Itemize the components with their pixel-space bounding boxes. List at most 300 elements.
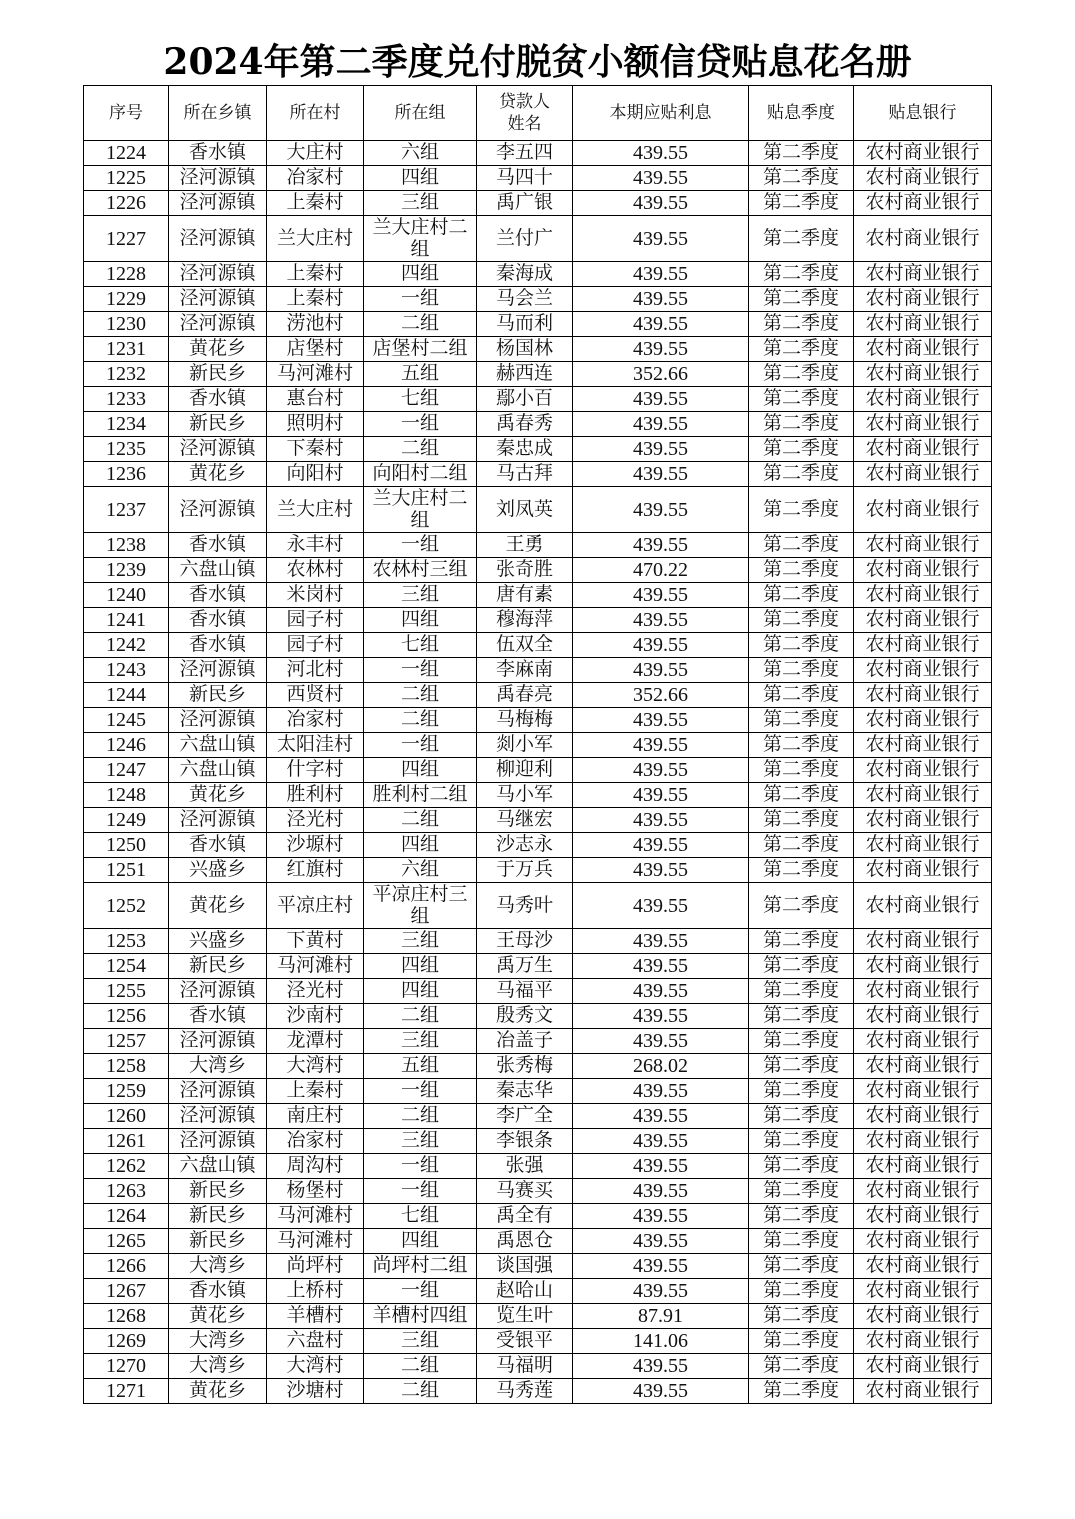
cell-village: 涝池村 bbox=[267, 312, 364, 337]
cell-borrower: 秦志华 bbox=[477, 1079, 573, 1104]
cell-group: 四组 bbox=[364, 262, 477, 287]
cell-quarter: 第二季度 bbox=[749, 583, 854, 608]
cell-interest: 439.55 bbox=[573, 262, 749, 287]
cell-quarter: 第二季度 bbox=[749, 883, 854, 929]
cell-bank: 农村商业银行 bbox=[854, 1279, 992, 1304]
cell-village: 店堡村 bbox=[267, 337, 364, 362]
cell-interest: 439.55 bbox=[573, 708, 749, 733]
cell-group: 七组 bbox=[364, 633, 477, 658]
document-title: 2024年第二季度兑付脱贫小额信贷贴息花名册 bbox=[163, 41, 912, 83]
cell-index: 1265 bbox=[84, 1229, 169, 1254]
cell-interest: 439.55 bbox=[573, 833, 749, 858]
cell-borrower: 秦忠成 bbox=[477, 437, 573, 462]
cell-group: 三组 bbox=[364, 583, 477, 608]
col-header-borrower: 贷款人姓名 bbox=[477, 86, 573, 141]
cell-village: 沙塘村 bbox=[267, 1379, 364, 1404]
cell-village: 马河滩村 bbox=[267, 1229, 364, 1254]
table-row bbox=[84, 929, 992, 954]
cell-quarter: 第二季度 bbox=[749, 487, 854, 533]
cell-group: 三组 bbox=[364, 1129, 477, 1154]
cell-bank: 农村商业银行 bbox=[854, 191, 992, 216]
cell-township: 大湾乡 bbox=[169, 1354, 267, 1379]
table-row bbox=[84, 558, 992, 583]
cell-index: 1238 bbox=[84, 533, 169, 558]
cell-village: 红旗村 bbox=[267, 858, 364, 883]
cell-group: 一组 bbox=[364, 1279, 477, 1304]
cell-village: 照明村 bbox=[267, 412, 364, 437]
cell-borrower: 览生叶 bbox=[477, 1304, 573, 1329]
cell-bank: 农村商业银行 bbox=[854, 487, 992, 533]
cell-index: 1251 bbox=[84, 858, 169, 883]
table-row bbox=[84, 1054, 992, 1079]
cell-township: 大湾乡 bbox=[169, 1329, 267, 1354]
table-row bbox=[84, 1204, 992, 1229]
cell-interest: 439.55 bbox=[573, 858, 749, 883]
cell-interest: 439.55 bbox=[573, 1154, 749, 1179]
cell-quarter: 第二季度 bbox=[749, 1379, 854, 1404]
cell-bank: 农村商业银行 bbox=[854, 1129, 992, 1154]
table-row bbox=[84, 1129, 992, 1154]
cell-village: 冶家村 bbox=[267, 166, 364, 191]
cell-township: 泾河源镇 bbox=[169, 1029, 267, 1054]
cell-interest: 439.55 bbox=[573, 1204, 749, 1229]
cell-index: 1234 bbox=[84, 412, 169, 437]
cell-bank: 农村商业银行 bbox=[854, 708, 992, 733]
cell-index: 1267 bbox=[84, 1279, 169, 1304]
cell-group: 一组 bbox=[364, 658, 477, 683]
cell-village: 大湾村 bbox=[267, 1054, 364, 1079]
cell-township: 泾河源镇 bbox=[169, 1129, 267, 1154]
table-row bbox=[84, 583, 992, 608]
cell-group: 二组 bbox=[364, 708, 477, 733]
cell-borrower: 马福平 bbox=[477, 979, 573, 1004]
cell-interest: 439.55 bbox=[573, 633, 749, 658]
cell-village: 农林村 bbox=[267, 558, 364, 583]
table-row bbox=[84, 1229, 992, 1254]
cell-bank: 农村商业银行 bbox=[854, 1204, 992, 1229]
cell-township: 泾河源镇 bbox=[169, 287, 267, 312]
cell-index: 1250 bbox=[84, 833, 169, 858]
cell-borrower: 李广全 bbox=[477, 1104, 573, 1129]
cell-index: 1225 bbox=[84, 166, 169, 191]
cell-village: 上秦村 bbox=[267, 262, 364, 287]
cell-bank: 农村商业银行 bbox=[854, 387, 992, 412]
cell-group: 四组 bbox=[364, 608, 477, 633]
cell-bank: 农村商业银行 bbox=[854, 1179, 992, 1204]
cell-borrower: 马古拜 bbox=[477, 462, 573, 487]
cell-index: 1236 bbox=[84, 462, 169, 487]
cell-village: 龙潭村 bbox=[267, 1029, 364, 1054]
cell-group: 二组 bbox=[364, 1379, 477, 1404]
cell-quarter: 第二季度 bbox=[749, 1104, 854, 1129]
cell-borrower: 马秀莲 bbox=[477, 1379, 573, 1404]
cell-index: 1271 bbox=[84, 1379, 169, 1404]
cell-bank: 农村商业银行 bbox=[854, 858, 992, 883]
cell-village: 大湾村 bbox=[267, 1354, 364, 1379]
cell-interest: 439.55 bbox=[573, 758, 749, 783]
cell-village: 下秦村 bbox=[267, 437, 364, 462]
cell-index: 1247 bbox=[84, 758, 169, 783]
cell-quarter: 第二季度 bbox=[749, 708, 854, 733]
cell-interest: 439.55 bbox=[573, 954, 749, 979]
cell-township: 泾河源镇 bbox=[169, 658, 267, 683]
cell-interest: 439.55 bbox=[573, 141, 749, 166]
cell-township: 香水镇 bbox=[169, 533, 267, 558]
table-row bbox=[84, 412, 992, 437]
cell-township: 泾河源镇 bbox=[169, 166, 267, 191]
table-row bbox=[84, 462, 992, 487]
cell-group: 二组 bbox=[364, 312, 477, 337]
cell-township: 新民乡 bbox=[169, 412, 267, 437]
cell-village: 惠台村 bbox=[267, 387, 364, 412]
cell-index: 1243 bbox=[84, 658, 169, 683]
cell-township: 黄花乡 bbox=[169, 462, 267, 487]
cell-village: 上秦村 bbox=[267, 191, 364, 216]
cell-group: 四组 bbox=[364, 979, 477, 1004]
cell-township: 香水镇 bbox=[169, 141, 267, 166]
table-row bbox=[84, 166, 992, 191]
cell-index: 1252 bbox=[84, 883, 169, 929]
cell-group: 五组 bbox=[364, 1054, 477, 1079]
cell-borrower: 王母沙 bbox=[477, 929, 573, 954]
cell-group: 五组 bbox=[364, 362, 477, 387]
cell-borrower: 禹广银 bbox=[477, 191, 573, 216]
cell-village: 冶家村 bbox=[267, 708, 364, 733]
cell-interest: 439.55 bbox=[573, 287, 749, 312]
cell-township: 泾河源镇 bbox=[169, 1079, 267, 1104]
cell-borrower: 李麻南 bbox=[477, 658, 573, 683]
table-row bbox=[84, 1004, 992, 1029]
cell-bank: 农村商业银行 bbox=[854, 733, 992, 758]
table-row bbox=[84, 1179, 992, 1204]
table-row bbox=[84, 979, 992, 1004]
cell-interest: 439.55 bbox=[573, 1179, 749, 1204]
cell-index: 1245 bbox=[84, 708, 169, 733]
cell-village: 上桥村 bbox=[267, 1279, 364, 1304]
cell-bank: 农村商业银行 bbox=[854, 337, 992, 362]
cell-township: 新民乡 bbox=[169, 1179, 267, 1204]
cell-bank: 农村商业银行 bbox=[854, 1304, 992, 1329]
cell-village: 永丰村 bbox=[267, 533, 364, 558]
cell-index: 1242 bbox=[84, 633, 169, 658]
cell-index: 1230 bbox=[84, 312, 169, 337]
cell-bank: 农村商业银行 bbox=[854, 1054, 992, 1079]
cell-township: 大湾乡 bbox=[169, 1254, 267, 1279]
cell-bank: 农村商业银行 bbox=[854, 783, 992, 808]
cell-borrower: 禹全有 bbox=[477, 1204, 573, 1229]
cell-group: 四组 bbox=[364, 954, 477, 979]
col-header-village: 所在村 bbox=[267, 86, 364, 141]
cell-bank: 农村商业银行 bbox=[854, 216, 992, 262]
cell-group: 二组 bbox=[364, 1104, 477, 1129]
cell-village: 太阳洼村 bbox=[267, 733, 364, 758]
table-row bbox=[84, 1029, 992, 1054]
cell-index: 1262 bbox=[84, 1154, 169, 1179]
cell-index: 1253 bbox=[84, 929, 169, 954]
cell-index: 1241 bbox=[84, 608, 169, 633]
cell-quarter: 第二季度 bbox=[749, 658, 854, 683]
cell-quarter: 第二季度 bbox=[749, 216, 854, 262]
cell-township: 泾河源镇 bbox=[169, 191, 267, 216]
cell-village: 冶家村 bbox=[267, 1129, 364, 1154]
cell-group: 三组 bbox=[364, 1329, 477, 1354]
cell-borrower: 受银平 bbox=[477, 1329, 573, 1354]
cell-index: 1257 bbox=[84, 1029, 169, 1054]
table-row bbox=[84, 658, 992, 683]
cell-interest: 352.66 bbox=[573, 683, 749, 708]
table-row bbox=[84, 858, 992, 883]
cell-bank: 农村商业银行 bbox=[854, 462, 992, 487]
cell-bank: 农村商业银行 bbox=[854, 437, 992, 462]
cell-quarter: 第二季度 bbox=[749, 1079, 854, 1104]
cell-interest: 439.55 bbox=[573, 191, 749, 216]
cell-group: 三组 bbox=[364, 191, 477, 216]
cell-borrower: 禹春秀 bbox=[477, 412, 573, 437]
cell-township: 泾河源镇 bbox=[169, 708, 267, 733]
cell-quarter: 第二季度 bbox=[749, 683, 854, 708]
cell-group: 农林村三组 bbox=[364, 558, 477, 583]
cell-index: 1255 bbox=[84, 979, 169, 1004]
cell-borrower: 马赛买 bbox=[477, 1179, 573, 1204]
cell-bank: 农村商业银行 bbox=[854, 312, 992, 337]
cell-index: 1268 bbox=[84, 1304, 169, 1329]
cell-interest: 439.55 bbox=[573, 1279, 749, 1304]
cell-interest: 439.55 bbox=[573, 1029, 749, 1054]
cell-village: 马河滩村 bbox=[267, 362, 364, 387]
table-row bbox=[84, 758, 992, 783]
cell-township: 泾河源镇 bbox=[169, 216, 267, 262]
cell-interest: 439.55 bbox=[573, 1354, 749, 1379]
cell-borrower: 马而利 bbox=[477, 312, 573, 337]
cell-interest: 439.55 bbox=[573, 1004, 749, 1029]
cell-group: 胜利村二组 bbox=[364, 783, 477, 808]
cell-group: 尚坪村二组 bbox=[364, 1254, 477, 1279]
cell-quarter: 第二季度 bbox=[749, 929, 854, 954]
cell-township: 新民乡 bbox=[169, 362, 267, 387]
cell-interest: 439.55 bbox=[573, 1229, 749, 1254]
table-row bbox=[84, 683, 992, 708]
cell-township: 香水镇 bbox=[169, 1279, 267, 1304]
cell-township: 黄花乡 bbox=[169, 783, 267, 808]
cell-group: 一组 bbox=[364, 733, 477, 758]
cell-quarter: 第二季度 bbox=[749, 412, 854, 437]
cell-village: 杨堡村 bbox=[267, 1179, 364, 1204]
cell-borrower: 剡小军 bbox=[477, 733, 573, 758]
cell-village: 南庄村 bbox=[267, 1104, 364, 1129]
cell-bank: 农村商业银行 bbox=[854, 929, 992, 954]
cell-index: 1256 bbox=[84, 1004, 169, 1029]
cell-quarter: 第二季度 bbox=[749, 733, 854, 758]
cell-interest: 439.55 bbox=[573, 808, 749, 833]
cell-quarter: 第二季度 bbox=[749, 1029, 854, 1054]
cell-borrower: 赫西连 bbox=[477, 362, 573, 387]
cell-group: 店堡村二组 bbox=[364, 337, 477, 362]
cell-township: 泾河源镇 bbox=[169, 312, 267, 337]
cell-bank: 农村商业银行 bbox=[854, 683, 992, 708]
cell-township: 香水镇 bbox=[169, 387, 267, 412]
cell-township: 六盘山镇 bbox=[169, 1154, 267, 1179]
cell-index: 1260 bbox=[84, 1104, 169, 1129]
cell-group: 四组 bbox=[364, 758, 477, 783]
cell-index: 1254 bbox=[84, 954, 169, 979]
cell-borrower: 马会兰 bbox=[477, 287, 573, 312]
col-header-index: 序号 bbox=[84, 86, 169, 141]
cell-village: 沙塬村 bbox=[267, 833, 364, 858]
cell-interest: 439.55 bbox=[573, 1079, 749, 1104]
table-row bbox=[84, 883, 992, 929]
cell-township: 黄花乡 bbox=[169, 337, 267, 362]
cell-village: 六盘村 bbox=[267, 1329, 364, 1354]
cell-borrower: 殷秀文 bbox=[477, 1004, 573, 1029]
cell-quarter: 第二季度 bbox=[749, 312, 854, 337]
cell-township: 香水镇 bbox=[169, 633, 267, 658]
cell-village: 西贤村 bbox=[267, 683, 364, 708]
cell-index: 1233 bbox=[84, 387, 169, 412]
col-header-group: 所在组 bbox=[364, 86, 477, 141]
table-row bbox=[84, 808, 992, 833]
cell-group: 平凉庄村三组 bbox=[364, 883, 477, 929]
cell-quarter: 第二季度 bbox=[749, 1354, 854, 1379]
cell-village: 马河滩村 bbox=[267, 1204, 364, 1229]
cell-borrower: 马小军 bbox=[477, 783, 573, 808]
col-header-quarter: 贴息季度 bbox=[749, 86, 854, 141]
cell-group: 二组 bbox=[364, 1354, 477, 1379]
cell-index: 1224 bbox=[84, 141, 169, 166]
table-row bbox=[84, 783, 992, 808]
table-row bbox=[84, 708, 992, 733]
cell-index: 1239 bbox=[84, 558, 169, 583]
cell-quarter: 第二季度 bbox=[749, 1004, 854, 1029]
cell-quarter: 第二季度 bbox=[749, 191, 854, 216]
cell-bank: 农村商业银行 bbox=[854, 1229, 992, 1254]
table-row bbox=[84, 1379, 992, 1404]
cell-quarter: 第二季度 bbox=[749, 141, 854, 166]
cell-borrower: 穆海萍 bbox=[477, 608, 573, 633]
cell-interest: 439.55 bbox=[573, 1254, 749, 1279]
cell-borrower: 王勇 bbox=[477, 533, 573, 558]
table-row bbox=[84, 833, 992, 858]
cell-township: 香水镇 bbox=[169, 583, 267, 608]
cell-bank: 农村商业银行 bbox=[854, 658, 992, 683]
cell-village: 胜利村 bbox=[267, 783, 364, 808]
cell-group: 向阳村二组 bbox=[364, 462, 477, 487]
table-row bbox=[84, 733, 992, 758]
cell-quarter: 第二季度 bbox=[749, 1204, 854, 1229]
cell-index: 1259 bbox=[84, 1079, 169, 1104]
cell-borrower: 于万兵 bbox=[477, 858, 573, 883]
cell-group: 三组 bbox=[364, 929, 477, 954]
cell-index: 1264 bbox=[84, 1204, 169, 1229]
cell-township: 大湾乡 bbox=[169, 1054, 267, 1079]
cell-group: 二组 bbox=[364, 683, 477, 708]
cell-group: 一组 bbox=[364, 1079, 477, 1104]
cell-index: 1261 bbox=[84, 1129, 169, 1154]
cell-interest: 439.55 bbox=[573, 387, 749, 412]
cell-interest: 268.02 bbox=[573, 1054, 749, 1079]
cell-bank: 农村商业银行 bbox=[854, 833, 992, 858]
cell-index: 1269 bbox=[84, 1329, 169, 1354]
cell-township: 泾河源镇 bbox=[169, 808, 267, 833]
cell-village: 园子村 bbox=[267, 633, 364, 658]
table-row bbox=[84, 633, 992, 658]
cell-township: 香水镇 bbox=[169, 608, 267, 633]
cell-borrower: 马福明 bbox=[477, 1354, 573, 1379]
cell-borrower: 张奇胜 bbox=[477, 558, 573, 583]
cell-group: 二组 bbox=[364, 1004, 477, 1029]
cell-interest: 439.55 bbox=[573, 658, 749, 683]
cell-township: 新民乡 bbox=[169, 683, 267, 708]
table-row bbox=[84, 216, 992, 262]
table-row bbox=[84, 608, 992, 633]
cell-bank: 农村商业银行 bbox=[854, 1379, 992, 1404]
cell-village: 兰大庄村 bbox=[267, 487, 364, 533]
cell-quarter: 第二季度 bbox=[749, 1054, 854, 1079]
cell-borrower: 禹万生 bbox=[477, 954, 573, 979]
cell-quarter: 第二季度 bbox=[749, 954, 854, 979]
cell-quarter: 第二季度 bbox=[749, 858, 854, 883]
cell-index: 1248 bbox=[84, 783, 169, 808]
cell-group: 一组 bbox=[364, 1154, 477, 1179]
cell-interest: 141.06 bbox=[573, 1329, 749, 1354]
cell-interest: 470.22 bbox=[573, 558, 749, 583]
cell-borrower: 兰付广 bbox=[477, 216, 573, 262]
cell-township: 新民乡 bbox=[169, 1204, 267, 1229]
table-row bbox=[84, 954, 992, 979]
cell-village: 泾光村 bbox=[267, 808, 364, 833]
cell-index: 1227 bbox=[84, 216, 169, 262]
cell-interest: 439.55 bbox=[573, 312, 749, 337]
cell-borrower: 李五四 bbox=[477, 141, 573, 166]
cell-index: 1263 bbox=[84, 1179, 169, 1204]
cell-quarter: 第二季度 bbox=[749, 533, 854, 558]
cell-township: 新民乡 bbox=[169, 1229, 267, 1254]
cell-township: 六盘山镇 bbox=[169, 758, 267, 783]
cell-borrower: 李银条 bbox=[477, 1129, 573, 1154]
cell-bank: 农村商业银行 bbox=[854, 141, 992, 166]
table-row bbox=[84, 191, 992, 216]
cell-interest: 439.55 bbox=[573, 1129, 749, 1154]
subsidy-roster-table bbox=[83, 85, 992, 1404]
col-header-township: 所在乡镇 bbox=[169, 86, 267, 141]
cell-quarter: 第二季度 bbox=[749, 833, 854, 858]
cell-township: 香水镇 bbox=[169, 1004, 267, 1029]
cell-group: 一组 bbox=[364, 1179, 477, 1204]
cell-township: 六盘山镇 bbox=[169, 733, 267, 758]
cell-bank: 农村商业银行 bbox=[854, 262, 992, 287]
cell-quarter: 第二季度 bbox=[749, 387, 854, 412]
cell-group: 一组 bbox=[364, 412, 477, 437]
cell-township: 泾河源镇 bbox=[169, 1104, 267, 1129]
cell-bank: 农村商业银行 bbox=[854, 287, 992, 312]
table-row bbox=[84, 1154, 992, 1179]
cell-township: 黄花乡 bbox=[169, 1304, 267, 1329]
cell-bank: 农村商业银行 bbox=[854, 979, 992, 1004]
table-row bbox=[84, 387, 992, 412]
cell-township: 兴盛乡 bbox=[169, 858, 267, 883]
cell-group: 七组 bbox=[364, 387, 477, 412]
cell-interest: 439.55 bbox=[573, 608, 749, 633]
cell-borrower: 张强 bbox=[477, 1154, 573, 1179]
cell-village: 什字村 bbox=[267, 758, 364, 783]
cell-group: 六组 bbox=[364, 141, 477, 166]
cell-index: 1266 bbox=[84, 1254, 169, 1279]
cell-index: 1229 bbox=[84, 287, 169, 312]
cell-interest: 439.55 bbox=[573, 979, 749, 1004]
cell-borrower: 马四十 bbox=[477, 166, 573, 191]
cell-bank: 农村商业银行 bbox=[854, 1154, 992, 1179]
cell-interest: 439.55 bbox=[573, 216, 749, 262]
cell-borrower: 杨国林 bbox=[477, 337, 573, 362]
